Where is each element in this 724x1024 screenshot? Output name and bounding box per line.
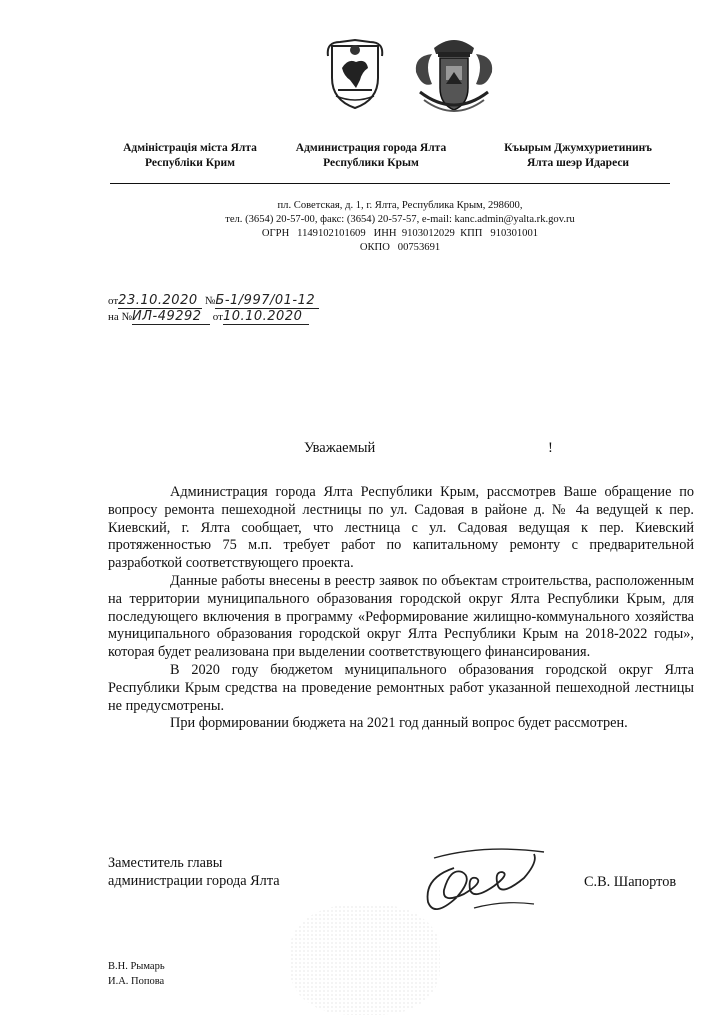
contact-block: [180, 199, 620, 255]
org-ru-line1: Администрация города Ялта: [295, 142, 447, 154]
paragraph-2: Данные работы внесены в реестр заявок по объектам строительства, расположенным на территории муниципального образования городской округ Ялта Республики Крым, для последующего включения в программу «Реформирование жилищно-коммунального хозяйства муниципального образования городской округ Ялта Республики Крым на 2018-2022 годы», которая будет реализована при выделении соответствующего финансирования.: [108, 572, 694, 661]
signatory-position: [108, 855, 280, 891]
signatory-name: С.В. Шапортов: [584, 874, 677, 890]
org-crh-line2: Ялта шеэр Идареси: [526, 157, 630, 169]
outgoing-date: 23.10.2020: [118, 294, 202, 309]
number-label: №: [204, 295, 216, 307]
org-crh-line1: Къырым Джумхуриетининъ: [504, 142, 652, 154]
ot-label: от: [108, 295, 119, 307]
handwritten-signature: [414, 838, 554, 918]
incoming-date: 10.10.2020: [223, 310, 309, 325]
phones-line: тел. (3654) 20-57-00, факс: (3654) 20-57-57, e-mail: kanc.admin@yalta.rk.gov.ru: [225, 214, 575, 225]
executors: [108, 959, 165, 989]
position-line1: Заместитель главы: [108, 855, 223, 871]
ids-line: ОГРН 1149102101609 ИНН 9103012029 КПП 910301001: [261, 228, 539, 239]
okpo-line: ОКПО 00753691: [359, 242, 441, 253]
paragraph-4: При формировании бюджета на 2021 год данный вопрос будет рассмотрен.: [170, 715, 628, 732]
incoming-reference: [108, 310, 309, 325]
address-line: пл. Советская, д. 1, г. Ялта, Республика Крым, 298600,: [277, 200, 523, 211]
executor-1: В.Н. Рымарь: [108, 961, 165, 972]
paragraph-3: В 2020 году бюджетом муниципального образования городской округ Ялта Республики Крым средства на проведение ремонтных работ указанной пешеходной лестницы не предусмотрены.: [108, 661, 694, 714]
paragraph-1: Администрация города Ялта Республики Крым, рассмотрев Ваше обращение по вопросу ремонта пешеходной лестницы по ул. Садовая в районе д. № 4а ведущей к пер. Киевский, г. Ялта сообщает, что лестница с ул. Садовая ведущая к пер. Киевский протяженностью 75 м.п. требует работ по капитальному ремонту с предварительной разработкой соответствующего проекта.: [108, 484, 694, 572]
faded-stamp: [290, 905, 440, 1015]
na-number-label: на №: [108, 311, 133, 323]
position-line2: администрации города Ялта: [108, 872, 280, 889]
yalta-coat-of-arms: [410, 32, 498, 118]
outgoing-number: Б-1/997/01-12: [215, 294, 319, 309]
greeting: [304, 440, 564, 457]
greeting-exclamation: !: [548, 440, 553, 456]
org-ua-line1: Адміністрація міста Ялта: [123, 142, 257, 154]
org-name-russian: [280, 141, 462, 171]
ot2-label: от: [212, 311, 223, 323]
header-divider: [110, 183, 670, 184]
org-ru-line2: Республики Крым: [323, 157, 419, 169]
org-ua-line2: Республіки Крим: [145, 157, 235, 169]
greeting-text: Уважаемый: [304, 440, 376, 456]
letter-body: [108, 484, 694, 733]
incoming-number: ИЛ-49292: [132, 310, 210, 325]
org-name-crimean-tatar: [482, 141, 674, 171]
org-name-ukrainian: [108, 141, 272, 171]
outgoing-reference: [108, 294, 319, 309]
crimea-coat-of-arms: [326, 38, 384, 110]
executor-2: И.А. Попова: [108, 976, 165, 987]
